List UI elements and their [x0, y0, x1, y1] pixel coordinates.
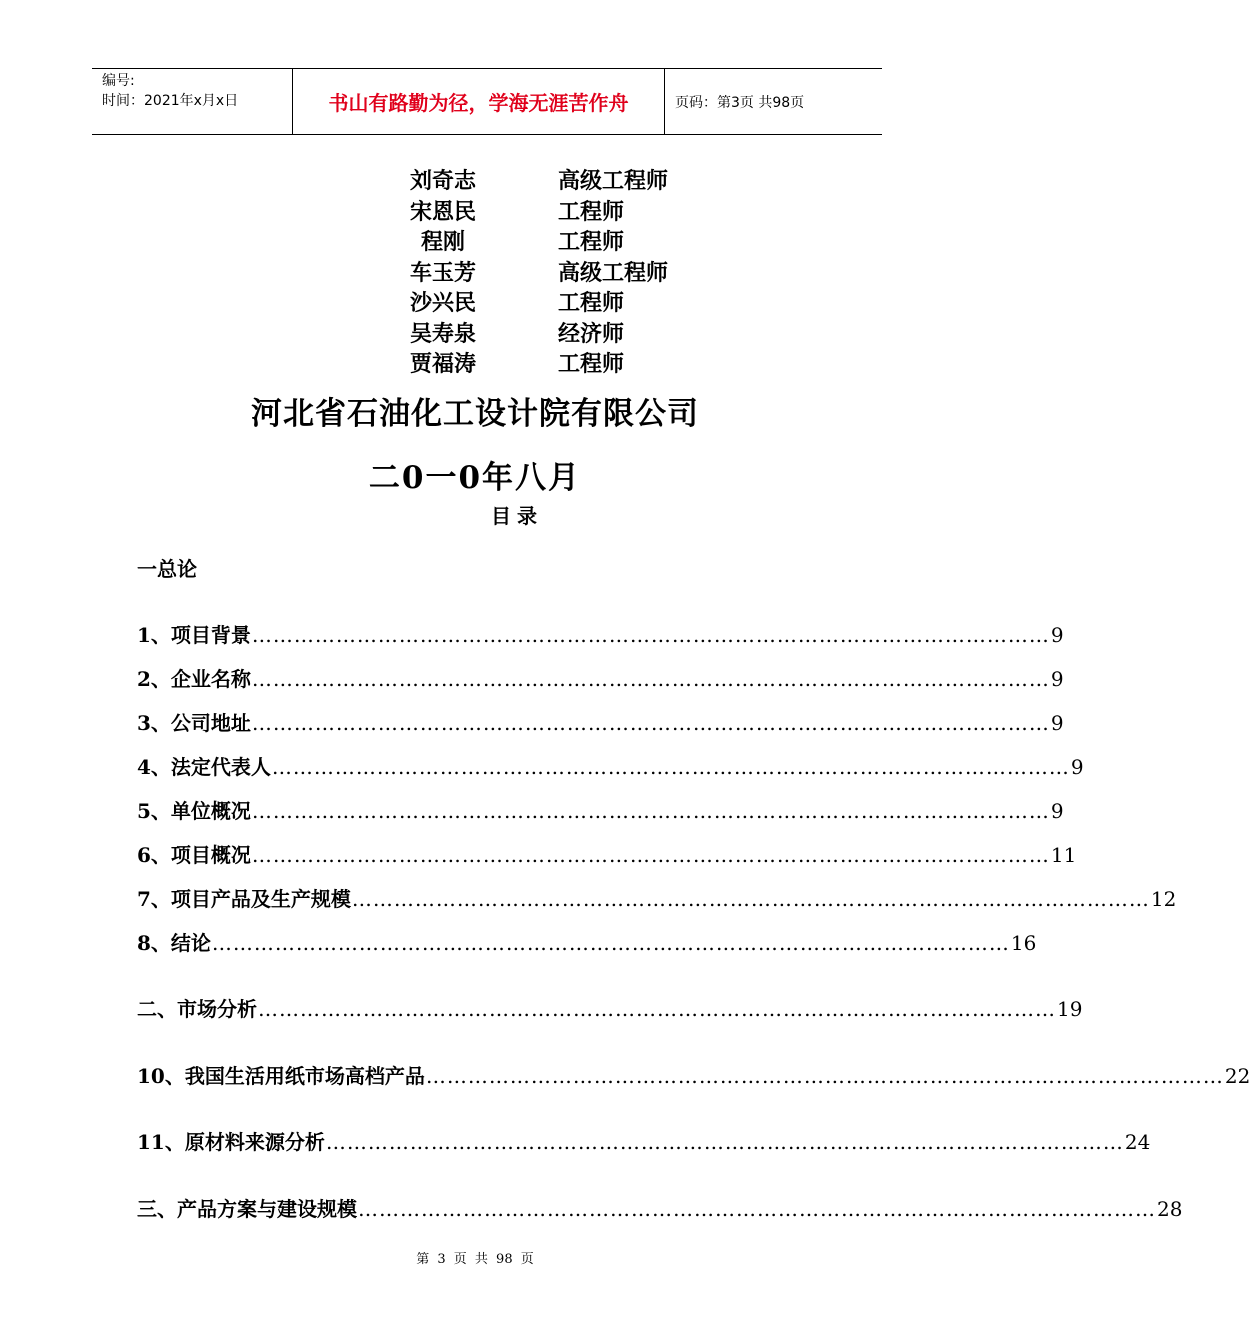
toc-leader-dots: ……………………………………………………………………………………………………	[271, 755, 1070, 779]
toc-entry-page: 22	[1224, 1064, 1250, 1088]
staff-name: 程刚	[420, 229, 465, 255]
toc-entry[interactable]	[137, 707, 1064, 736]
toc-entry-label: 11、原材料来源分析	[137, 1130, 325, 1154]
toc-entry-number: 6、	[137, 843, 171, 867]
toc-leader-dots: ……………………………………………………………………………………………………	[251, 799, 1050, 823]
toc-entry-label: 10、我国生活用纸市场高档产品	[137, 1064, 425, 1088]
staff-name: 吴寿泉	[409, 320, 476, 347]
staff-title: 工程师	[558, 229, 625, 255]
toc-entry-number: 7、	[137, 887, 171, 911]
section-heading: 一总论	[137, 557, 197, 581]
toc-entry-number: 1、	[137, 623, 171, 647]
staff-name: 沙兴民	[409, 290, 476, 316]
toc-entry[interactable]	[137, 619, 1064, 648]
toc-entry-number: 8、	[137, 931, 171, 955]
time-label: 时间：2021年x月x日	[102, 93, 239, 109]
staff-name: 车玉芳	[409, 259, 476, 286]
toc-entry-page: 11	[1050, 843, 1077, 867]
toc-entry-number: 4、	[137, 755, 171, 779]
staff-name: 刘奇志	[409, 168, 476, 194]
toc-leader-dots: ……………………………………………………………………………………………………	[258, 997, 1056, 1021]
toc-leader-dots: ……………………………………………………………………………………………………	[251, 623, 1050, 647]
toc-entry[interactable]	[137, 795, 1064, 824]
page-header	[92, 68, 882, 135]
toc-leader-dots: ……………………………………………………………………………………………………	[251, 843, 1050, 867]
toc-entry-number: 2、	[137, 667, 171, 691]
toc-entry-number: 5、	[137, 799, 171, 823]
toc-entry-page: 9	[1050, 711, 1064, 735]
toc-entry-page: 9	[1050, 667, 1064, 691]
toc-entry-label: 二、市场分析	[137, 997, 257, 1021]
header-page-info: 页码：第3页 共98页	[675, 94, 805, 111]
staff-title: 经济师	[558, 320, 625, 347]
toc-leader-dots: ……………………………………………………………………………………………………	[251, 711, 1050, 735]
toc-title: 目录	[491, 504, 543, 528]
document-date: 二0一0年八月	[368, 460, 582, 496]
staff-name: 贾福涛	[409, 351, 476, 377]
toc-leader-dots: ……………………………………………………………………………………………………	[358, 1197, 1156, 1221]
toc-leader-dots: ……………………………………………………………………………………………………	[211, 931, 1010, 955]
toc-entry-label: 企业名称	[170, 667, 251, 691]
toc-entry[interactable]	[137, 993, 1083, 1022]
toc-entry-label: 公司地址	[170, 711, 251, 735]
toc-entry[interactable]	[137, 1060, 1250, 1089]
toc-entry-page: 9	[1050, 623, 1064, 647]
toc-entry-page: 19	[1057, 997, 1083, 1021]
page-footer: 第 3 页 共 98 页	[416, 1252, 534, 1267]
toc-entry[interactable]	[137, 839, 1077, 868]
toc-entry[interactable]	[137, 883, 1177, 912]
staff-title: 高级工程师	[558, 168, 669, 194]
toc-entry-page: 28	[1157, 1197, 1183, 1221]
toc-entry[interactable]	[137, 751, 1084, 780]
toc-leader-dots: ……………………………………………………………………………………………………	[251, 667, 1050, 691]
staff-row	[0, 347, 950, 378]
toc-leader-dots: ……………………………………………………………………………………………………	[325, 1130, 1124, 1154]
staff-row	[0, 225, 950, 256]
staff-name: 宋恩民	[409, 198, 476, 225]
staff-row	[0, 286, 950, 317]
toc-entry[interactable]	[137, 663, 1064, 692]
toc-entry-label: 项目产品及生产规模	[170, 887, 351, 911]
toc-entry-page: 9	[1050, 799, 1064, 823]
toc-entry-label: 结论	[170, 931, 211, 955]
staff-title: 工程师	[558, 198, 625, 225]
toc-entry-page: 12	[1150, 887, 1177, 911]
toc-entry-page: 9	[1070, 755, 1084, 779]
toc-entry-label: 项目背景	[170, 623, 251, 647]
staff-row	[0, 164, 950, 195]
staff-title: 高级工程师	[558, 259, 669, 286]
company-name: 河北省石油化工设计院有限公司	[251, 396, 699, 432]
staff-list	[0, 164, 950, 378]
staff-title: 工程师	[558, 351, 625, 377]
toc-entry-label: 法定代表人	[170, 755, 271, 779]
staff-row	[0, 256, 950, 287]
header-meta	[92, 69, 293, 134]
toc-leader-dots: ……………………………………………………………………………………………………	[425, 1064, 1224, 1088]
staff-row	[0, 195, 950, 226]
toc-entry[interactable]	[137, 927, 1037, 956]
header-motto: 书山有路勤为径，学海无涯苦作舟	[293, 69, 665, 134]
staff-title: 工程师	[558, 290, 625, 316]
toc-entry[interactable]	[137, 1193, 1183, 1222]
toc-leader-dots: ……………………………………………………………………………………………………	[351, 887, 1150, 911]
toc-entry-page: 24	[1124, 1130, 1151, 1154]
serial-label: 编号:	[102, 73, 135, 89]
toc-entry-number: 3、	[137, 711, 171, 735]
toc-entry[interactable]	[137, 1126, 1151, 1155]
toc-entry-label: 项目概况	[170, 843, 251, 867]
toc-entry-page: 16	[1010, 931, 1037, 955]
staff-row	[0, 317, 950, 348]
toc-entry-label: 三、产品方案与建设规模	[137, 1197, 357, 1221]
toc-entry-label: 单位概况	[170, 799, 251, 823]
